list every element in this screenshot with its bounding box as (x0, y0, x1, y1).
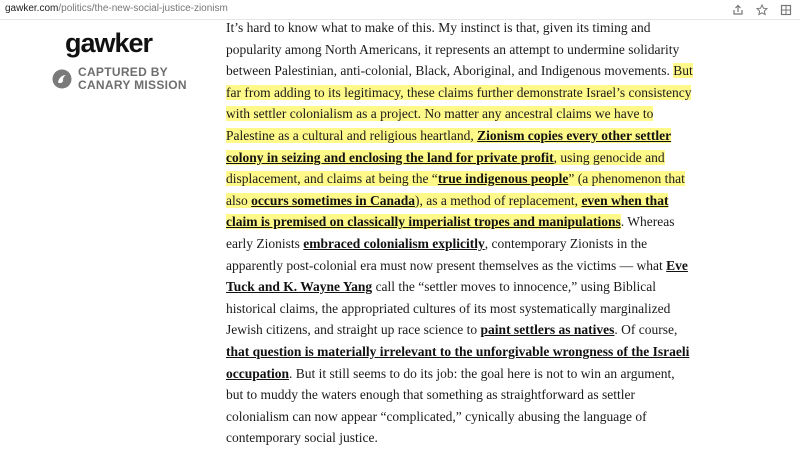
url-host: gawker.com (5, 3, 59, 14)
stamp-line-1: CAPTURED BY (78, 65, 168, 79)
link-tuck-yang[interactable]: Eve Tuck and K. Wayne Yang (226, 257, 688, 295)
article-text: . Whereas early Zionists (226, 214, 675, 251)
share-icon[interactable] (732, 3, 744, 15)
article-text: . Of course, (614, 322, 678, 338)
article-text: It’s hard to know what to make of this. My instinct is that, given its timing and popularity among North Americans, it represents an attempt to undermine solidarity between Palestinian, anti-colonial, Black, Aboriginal, and Indigenous movements. (226, 20, 680, 79)
link-settlers-as-natives[interactable]: paint settlers as natives (480, 322, 615, 338)
link-zionism-settler-colony[interactable]: Zionism copies every other settler colony in seizing and enclosing the land for private profit (226, 127, 672, 165)
star-icon[interactable] (756, 3, 768, 15)
article-text: ), as a method of replacement, (415, 192, 582, 208)
article-text: But far from adding to its legitimacy, these claims further demonstrate Israel’s consistency with settler colonialism as a project. No matter any ancestral claims we have to Palestine as a cultural and religious heartland, (226, 63, 693, 143)
canary-logo-icon (52, 69, 72, 89)
article-text: , using genocide and displacement, and claims at being the “ (226, 149, 665, 187)
link-true-indigenous-people[interactable]: true indigenous people (437, 171, 569, 187)
article-text: , contemporary Zionists in the apparently post-colonial era must now present themselves as the victims — what (226, 235, 667, 273)
link-embraced-colonialism[interactable]: embraced colonialism explicitly (303, 235, 485, 251)
canary-mission-stamp (52, 66, 187, 92)
article-body (226, 17, 694, 449)
highlighted-passage (226, 63, 693, 229)
article-text: ” (a phenomenon that also (226, 171, 685, 208)
article-text: . But it still seems to do its job: the goal here is not to win an argument, but to muddy the waters enough that something as straightforward as settler colonialism can now appear “complicated,” cynically abusing the language of contemporary social justice. (226, 365, 675, 446)
link-occurs-in-canada[interactable]: occurs sometimes in Canada (251, 192, 415, 208)
url-text[interactable] (5, 3, 228, 14)
url-path: /politics/the-new-social-justice-zionism (58, 3, 228, 14)
link-occupation[interactable]: that question is materially irrelevant to the unforgivable wrongness of the Israeli occupation (226, 343, 690, 381)
site-logo: gawker (65, 28, 153, 58)
link-imperialist-tropes[interactable]: even when that claim is premised on classically imperialist tropes and manipulations (226, 192, 669, 230)
extensions-icon[interactable] (780, 3, 792, 15)
stamp-line-2: CANARY MISSION (78, 78, 187, 92)
article-text: call the “settler moves to innocence,” using Biblical historical claims, the appropriated cultures of its most systematically marginalized Jewish citizens, and straight up race science to (226, 279, 671, 338)
